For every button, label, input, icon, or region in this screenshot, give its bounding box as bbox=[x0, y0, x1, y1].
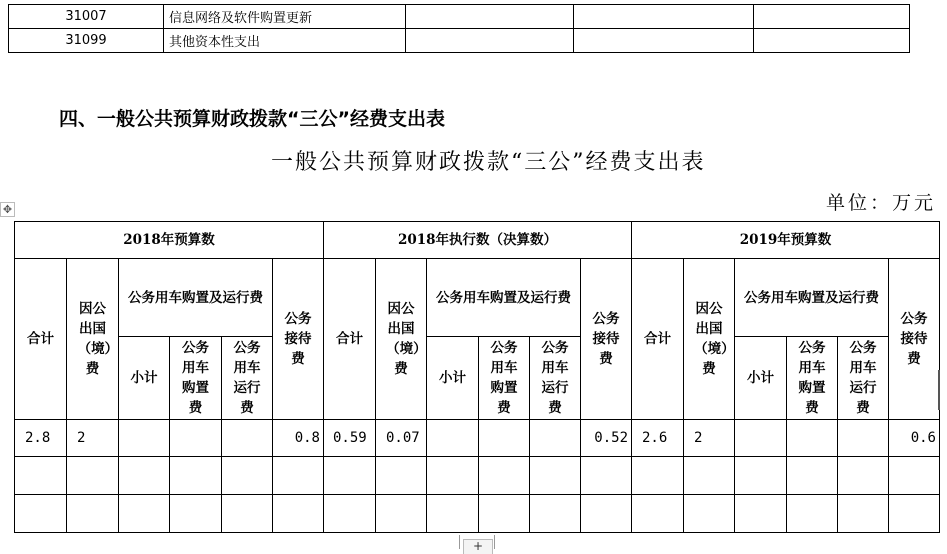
reception-value: 0.52 bbox=[581, 420, 632, 457]
car-operation-value bbox=[530, 420, 581, 457]
subtotal-header: 小计 bbox=[119, 337, 170, 420]
table-resize-handle[interactable] bbox=[938, 370, 940, 410]
subtotal-value bbox=[119, 420, 170, 457]
group-header: 2019年预算数 bbox=[632, 222, 940, 259]
car-header: 公务用车购置及运行费 bbox=[119, 259, 273, 337]
car-purchase-value bbox=[787, 420, 838, 457]
unit-label: 单位：万元 bbox=[826, 192, 937, 214]
add-row-marker bbox=[494, 535, 495, 549]
travel-header: 因公 出国 （境） 费 bbox=[376, 259, 427, 420]
table-row bbox=[9, 29, 910, 53]
table-move-handle-icon[interactable]: ✥ bbox=[0, 202, 15, 217]
table-row bbox=[15, 420, 940, 457]
total-header: 合计 bbox=[324, 259, 376, 420]
budget-items-table bbox=[8, 4, 910, 53]
empty-cell bbox=[406, 29, 574, 53]
total-header: 合计 bbox=[632, 259, 684, 420]
travel-header: 因公 出国 （境） 费 bbox=[684, 259, 735, 420]
reception-value: 0.8 bbox=[273, 420, 324, 457]
travel-value: 2 bbox=[684, 420, 735, 457]
empty-cell bbox=[754, 29, 910, 53]
item-name: 信息网络及软件购置更新 bbox=[164, 5, 406, 29]
subtotal-header: 小计 bbox=[735, 337, 787, 420]
group-header-row bbox=[15, 222, 940, 259]
reception-header: 公务 接待 费 bbox=[273, 259, 324, 420]
empty-cell bbox=[574, 5, 754, 29]
car-purchase-value bbox=[170, 420, 222, 457]
car-purchase-header: 公务 用车 购置 费 bbox=[787, 337, 838, 420]
total-header: 合计 bbox=[15, 259, 67, 420]
car-purchase-header: 公务 用车 购置 费 bbox=[170, 337, 222, 420]
group-header: 2018年预算数 bbox=[15, 222, 324, 259]
subtotal-header: 小计 bbox=[427, 337, 479, 420]
car-header: 公务用车购置及运行费 bbox=[427, 259, 581, 337]
car-operation-value bbox=[838, 420, 889, 457]
sub-header-row bbox=[15, 259, 940, 337]
subtotal-value bbox=[427, 420, 479, 457]
table-title: 一般公共预算财政拨款“三公”经费支出表 bbox=[271, 150, 706, 175]
reception-value: 0.6 bbox=[889, 420, 940, 457]
add-row-marker bbox=[459, 535, 460, 549]
car-operation-value bbox=[222, 420, 273, 457]
subtotal-value bbox=[735, 420, 787, 457]
sub-header-row bbox=[15, 337, 940, 420]
table-row bbox=[15, 457, 940, 495]
group-header: 2018年执行数（决算数） bbox=[324, 222, 632, 259]
car-operation-header: 公务 用车 运行 费 bbox=[530, 337, 581, 420]
table-row bbox=[9, 5, 910, 29]
travel-value: 0.07 bbox=[376, 420, 427, 457]
item-code: 31099 bbox=[9, 29, 164, 53]
add-row-plus-icon[interactable]: + bbox=[463, 539, 493, 554]
car-operation-header: 公务 用车 运行 费 bbox=[838, 337, 889, 420]
total-value: 0.59 bbox=[324, 420, 376, 457]
reception-header: 公务 接待 费 bbox=[889, 259, 940, 420]
empty-cell bbox=[754, 5, 910, 29]
three-public-expenses-table bbox=[14, 221, 940, 533]
car-operation-header: 公务 用车 运行 费 bbox=[222, 337, 273, 420]
reception-header: 公务 接待 费 bbox=[581, 259, 632, 420]
table-row bbox=[15, 495, 940, 533]
total-value: 2.8 bbox=[15, 420, 67, 457]
section-heading: 四、一般公共预算财政拨款“三公”经费支出表 bbox=[59, 108, 445, 130]
empty-cell bbox=[574, 29, 754, 53]
car-purchase-header: 公务 用车 购置 费 bbox=[479, 337, 530, 420]
travel-value: 2 bbox=[67, 420, 119, 457]
car-header: 公务用车购置及运行费 bbox=[735, 259, 889, 337]
item-code: 31007 bbox=[9, 5, 164, 29]
empty-cell bbox=[406, 5, 574, 29]
total-value: 2.6 bbox=[632, 420, 684, 457]
travel-header: 因公 出国 （境） 费 bbox=[67, 259, 119, 420]
item-name: 其他资本性支出 bbox=[164, 29, 406, 53]
car-purchase-value bbox=[479, 420, 530, 457]
